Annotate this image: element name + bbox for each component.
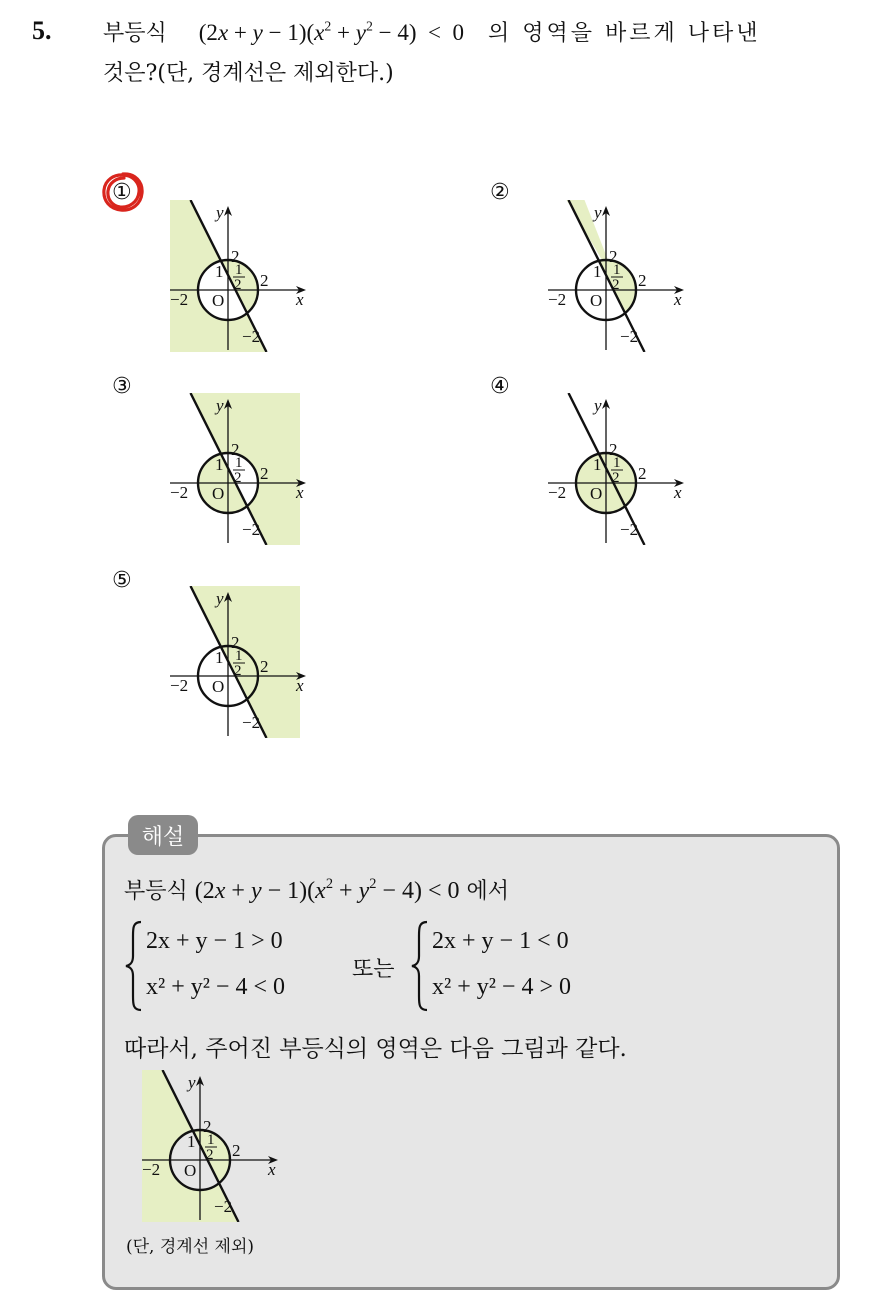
label-x: x [268,1160,276,1179]
choice-5-graph[interactable] [150,586,330,742]
solution-tag: 해설 [128,815,198,855]
label-half-den: 2 [234,663,242,679]
question-number: 5. [32,16,52,45]
label-half-num: 1 [235,455,243,471]
solution-line-1: 부등식 $(2x + y - 1)(x^2 + y^2 - 4) < 0$ 에서 [124,875,510,904]
label-neg-two-left: −2 [548,290,567,309]
system-1-eq-2: x² + y² − 4 < 0 [146,974,285,1000]
label-origin: O [590,484,603,503]
label-origin: O [184,1161,197,1180]
label-y: y [216,589,224,608]
label-neg-two-bottom: −2 [214,1197,233,1216]
label-half-num: 1 [235,262,243,278]
question-prefix: 부등식 [103,21,167,46]
label-two-right: 2 [638,464,647,483]
label-x: x [296,676,304,695]
label-one: 1 [215,648,224,667]
label-neg-two-left: −2 [170,676,189,695]
label-neg-two-bottom: −2 [620,520,639,539]
label-two-right: 2 [260,464,269,483]
label-half-den: 2 [612,470,620,486]
label-two-top: 2 [609,247,618,266]
system-1-eq-1: 2x + y − 1 > 0 [146,928,283,954]
question-suffix: 의 영역을 바르게 나타낸 [488,21,761,46]
label-origin: O [212,484,225,503]
question-inequality: $(2x + y - 1)(x^2 + y^2 - 4) < 0$ [198,18,465,45]
system-2-eq-2: x² + y² − 4 > 0 [432,974,571,1000]
choice-1-label[interactable]: ① [112,180,132,205]
label-x: x [674,483,682,502]
label-half-num: 1 [235,648,243,664]
label-origin: O [212,677,225,696]
label-x: x [674,290,682,309]
question-line-2: 것은?(단, 경계선은 제외한다.) [103,61,394,86]
choice-2-label[interactable]: ② [490,180,510,205]
label-two-right: 2 [260,271,269,290]
solution-note: (단, 경계선 제외) [126,1237,255,1257]
solution-graph [122,1070,302,1226]
choice-3-graph[interactable] [150,393,330,549]
label-two-top: 2 [231,440,240,459]
label-x: x [296,483,304,502]
label-neg-two-left: −2 [170,483,189,502]
label-y: y [188,1073,196,1092]
choice-1-graph[interactable] [150,200,330,356]
system-2-brace [410,920,430,1012]
label-two-top: 2 [231,633,240,652]
label-neg-two-left: −2 [548,483,567,502]
label-y: y [216,396,224,415]
label-two-right: 2 [232,1141,241,1160]
system-2-eq-1: 2x + y − 1 < 0 [432,928,569,954]
question-line-1 [103,16,761,47]
label-neg-two-bottom: −2 [620,327,639,346]
choice-2-graph[interactable] [528,200,708,356]
label-x: x [296,290,304,309]
label-half-den: 2 [612,277,620,293]
label-half-num: 1 [613,262,621,278]
label-one: 1 [593,262,602,281]
label-neg-two-left: −2 [170,290,189,309]
label-y: y [594,203,602,222]
choice-5-label[interactable]: ⑤ [112,568,132,593]
label-two-right: 2 [260,657,269,676]
label-two-top: 2 [609,440,618,459]
label-neg-two-left: −2 [142,1160,161,1179]
label-neg-two-bottom: −2 [242,713,261,732]
label-half-den: 2 [206,1147,214,1163]
choice-4-graph[interactable] [528,393,708,549]
label-two-right: 2 [638,271,647,290]
label-one: 1 [187,1132,196,1151]
label-neg-two-bottom: −2 [242,520,261,539]
label-one: 1 [215,262,224,281]
choice-3-label[interactable]: ③ [112,374,132,399]
label-half-den: 2 [234,470,242,486]
system-1-brace [124,920,144,1012]
label-y: y [216,203,224,222]
label-half-den: 2 [234,277,242,293]
label-one: 1 [593,455,602,474]
solution-conclusion: 따라서, 주어진 부등식의 영역은 다음 그림과 같다. [124,1036,627,1062]
label-neg-two-bottom: −2 [242,327,261,346]
label-origin: O [590,291,603,310]
label-one: 1 [215,455,224,474]
label-two-top: 2 [231,247,240,266]
label-half-num: 1 [207,1132,215,1148]
choice-4-label[interactable]: ④ [490,374,510,399]
label-two-top: 2 [203,1117,212,1136]
label-origin: O [212,291,225,310]
label-half-num: 1 [613,455,621,471]
solution-connector: 또는 [352,957,395,982]
label-y: y [594,396,602,415]
